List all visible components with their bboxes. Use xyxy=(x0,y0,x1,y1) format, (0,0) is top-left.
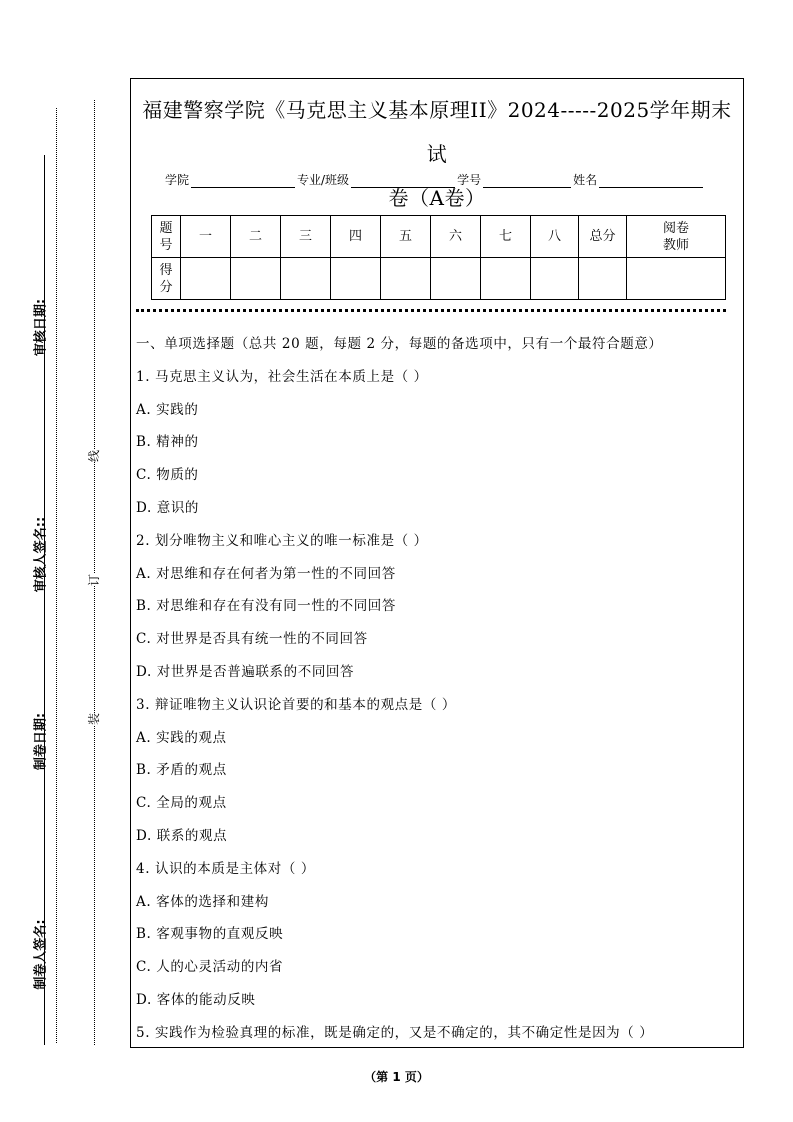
binding-char-line: 线 xyxy=(87,449,102,463)
header-separator xyxy=(136,309,726,312)
college-label: 学院 xyxy=(165,173,190,187)
binding-dotted-line-outer xyxy=(56,108,57,1043)
score-table-header-row xyxy=(152,216,726,258)
question-stem: 3. 辩证唯物主义认识论首要的和基本的观点是（ ） xyxy=(136,696,456,713)
option: C. 对世界是否具有统一性的不同回答 xyxy=(136,631,368,648)
score-header-cell: 二 xyxy=(231,216,281,258)
score-row-label: 得分 xyxy=(152,258,181,300)
reviewer-signature-label: 审核人签名:: xyxy=(33,516,49,593)
option: C. 物质的 xyxy=(136,467,199,484)
option: B. 矛盾的观点 xyxy=(136,762,227,779)
score-cell[interactable] xyxy=(579,258,627,300)
binding-dotted-line-inner xyxy=(94,100,95,1045)
score-header-cell: 阅卷教师 xyxy=(627,216,726,258)
binding-char-bind: 装 xyxy=(87,712,102,726)
score-cell[interactable] xyxy=(627,258,726,300)
score-header-cell: 三 xyxy=(281,216,331,258)
college-field[interactable] xyxy=(191,175,295,188)
major-field[interactable] xyxy=(351,175,455,188)
option: B. 对思维和存在有没有同一性的不同回答 xyxy=(136,598,397,615)
question-content xyxy=(136,328,736,1050)
score-table xyxy=(151,215,726,300)
paper-date-label: 制卷日期: xyxy=(33,712,49,771)
score-cell[interactable] xyxy=(531,258,579,300)
option: D. 客体的能动反映 xyxy=(136,991,256,1008)
exam-title xyxy=(134,88,740,220)
option: B. 精神的 xyxy=(136,434,199,451)
score-cell[interactable] xyxy=(181,258,231,300)
score-header-cell: 总分 xyxy=(579,216,627,258)
review-date-label: 审核日期: xyxy=(33,298,49,357)
binding-char-staple: 订 xyxy=(87,573,102,587)
option: A. 对思维和存在何者为第一性的不同回答 xyxy=(136,565,396,582)
score-cell[interactable] xyxy=(381,258,431,300)
option: D. 对世界是否普遍联系的不同回答 xyxy=(136,663,355,680)
question-stem: 5. 实践作为检验真理的标准，既是确定的，又是不确定的，其不确定性是因为（ ） xyxy=(136,1024,654,1041)
section-heading: 一、单项选择题（总共 20 题，每题 2 分，每题的备选项中，只有一个最符合题意） xyxy=(136,336,663,352)
option: A. 实践的观点 xyxy=(136,729,227,746)
option: B. 客观事物的直观反映 xyxy=(136,926,284,943)
paper-maker-signature-label: 制卷人签名: xyxy=(33,919,49,990)
option: D. 意识的 xyxy=(136,499,200,516)
option: C. 人的心灵活动的内省 xyxy=(136,959,284,976)
student-info-row xyxy=(165,171,725,188)
option: A. 实践的 xyxy=(136,401,199,418)
score-header-cell: 八 xyxy=(531,216,579,258)
score-header-cell: 七 xyxy=(481,216,531,258)
option: A. 客体的选择和建构 xyxy=(136,893,269,910)
score-cell[interactable] xyxy=(231,258,281,300)
score-header-cell: 一 xyxy=(181,216,231,258)
score-header-cell: 六 xyxy=(431,216,481,258)
student-id-label: 学号 xyxy=(457,173,482,187)
option: C. 全局的观点 xyxy=(136,795,227,812)
score-cell[interactable] xyxy=(281,258,331,300)
question-stem: 2. 划分唯物主义和唯心主义的唯一标准是（ ） xyxy=(136,532,428,549)
score-header-cell: 四 xyxy=(331,216,381,258)
question-stem: 1. 马克思主义认为，社会生活在本质上是（ ） xyxy=(136,368,428,385)
student-id-field[interactable] xyxy=(483,175,571,188)
question-stem: 4. 认识的本质是主体对（ ） xyxy=(136,860,315,877)
name-field[interactable] xyxy=(599,175,703,188)
score-table-score-row xyxy=(152,258,726,300)
title-line-2: 卷（A卷） xyxy=(388,186,486,210)
major-label: 专业/班级 xyxy=(297,173,350,187)
score-header-cell: 题号 xyxy=(152,216,181,258)
score-header-cell: 五 xyxy=(381,216,431,258)
page-number: （第 1 页） xyxy=(364,1070,429,1084)
score-cell[interactable] xyxy=(431,258,481,300)
name-label: 姓名 xyxy=(573,173,598,187)
score-cell[interactable] xyxy=(331,258,381,300)
score-cell[interactable] xyxy=(481,258,531,300)
option: D. 联系的观点 xyxy=(136,827,228,844)
title-line-1: 福建警察学院《马克思主义基本原理II》2024-----2025学年期末试 xyxy=(142,98,732,166)
